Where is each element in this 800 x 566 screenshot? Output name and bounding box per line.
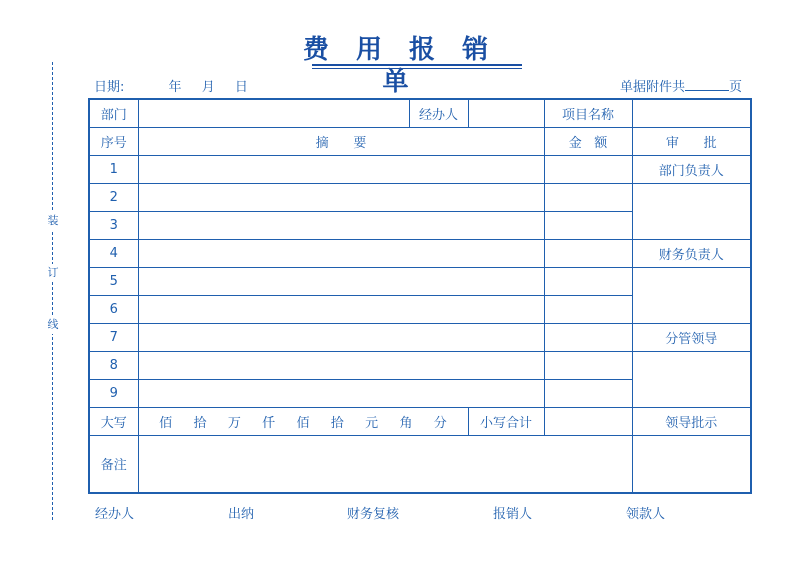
date-label: 日期: (94, 80, 125, 95)
amount-cell[interactable] (544, 379, 632, 407)
amount-cell[interactable] (544, 183, 632, 211)
row-number: 3 (89, 211, 138, 239)
project-field[interactable] (632, 99, 751, 127)
capital-amount-field[interactable] (138, 407, 468, 435)
amount-cell[interactable] (544, 155, 632, 183)
footer-finance-review: 财务复核 (347, 507, 400, 522)
capital-label: 大写 (89, 407, 138, 435)
summary-cell[interactable] (138, 155, 544, 183)
amount-cell[interactable] (544, 267, 632, 295)
row-number: 7 (89, 323, 138, 351)
capital-unit: 拾 (330, 415, 344, 431)
seq-header: 序号 (89, 127, 138, 155)
summary-header: 摘 要 (138, 127, 544, 155)
expense-form-table (88, 98, 752, 494)
row-number: 8 (89, 351, 138, 379)
binding-line (52, 62, 53, 520)
summary-cell[interactable] (138, 351, 544, 379)
summary-cell[interactable] (138, 211, 544, 239)
capital-unit: 元 (365, 415, 379, 431)
amount-cell[interactable] (544, 323, 632, 351)
capital-unit: 仟 (262, 415, 276, 431)
footer-claimant: 报销人 (493, 507, 533, 522)
summary-cell[interactable] (138, 267, 544, 295)
summary-cell[interactable] (138, 295, 544, 323)
amount-cell[interactable] (544, 211, 632, 239)
signature-cell[interactable] (632, 351, 751, 407)
leader-signature-cell[interactable] (632, 435, 751, 493)
row-number: 4 (89, 239, 138, 267)
summary-cell[interactable] (138, 239, 544, 267)
dept-label: 部门 (89, 99, 138, 127)
handler-label: 经办人 (409, 99, 468, 127)
amount-header: 金 额 (544, 127, 632, 155)
amount-cell[interactable] (544, 295, 632, 323)
row-number: 9 (89, 379, 138, 407)
capital-unit: 拾 (193, 415, 207, 431)
lower-total-field[interactable] (544, 407, 632, 435)
form-title: 费 用 报 销 单 (302, 35, 498, 97)
row-number: 2 (89, 183, 138, 211)
capital-unit: 角 (399, 415, 413, 431)
handler-field[interactable] (468, 99, 544, 127)
footer-payee: 领款人 (626, 507, 666, 522)
approver-dept-head: 部门负责人 (632, 155, 751, 183)
day-label: 日 (234, 80, 248, 95)
approver-finance-head: 财务负责人 (632, 239, 751, 267)
remarks-label: 备注 (89, 435, 138, 493)
approver-leader: 领导批示 (632, 407, 751, 435)
lower-total-label: 小写合计 (468, 407, 544, 435)
attachment-count (620, 76, 742, 95)
summary-cell[interactable] (138, 379, 544, 407)
attachment-suffix: 页 (728, 80, 742, 95)
title-underline (312, 64, 522, 66)
title-underline (312, 68, 522, 69)
row-number: 5 (89, 267, 138, 295)
capital-unit: 佰 (296, 415, 310, 431)
capital-unit: 万 (227, 415, 241, 431)
approver-supervisor: 分管领导 (632, 323, 751, 351)
row-number: 1 (89, 155, 138, 183)
year-label: 年 (168, 80, 182, 95)
signature-cell[interactable] (632, 183, 751, 239)
binding-char: 线 (46, 316, 60, 334)
footer-cashier: 出纳 (228, 507, 255, 522)
binding-char: 订 (46, 264, 60, 282)
month-label: 月 (201, 80, 215, 95)
signature-cell[interactable] (632, 267, 751, 323)
dept-field[interactable] (138, 99, 409, 127)
amount-cell[interactable] (544, 239, 632, 267)
summary-cell[interactable] (138, 323, 544, 351)
row-number: 6 (89, 295, 138, 323)
attachment-blank[interactable] (685, 78, 729, 91)
signature-footer (0, 503, 800, 523)
remarks-field[interactable] (138, 435, 632, 493)
project-label: 项目名称 (544, 99, 632, 127)
approve-header: 审 批 (632, 127, 751, 155)
capital-unit: 佰 (159, 415, 173, 431)
date-row (94, 76, 250, 95)
attachment-prefix: 单据附件共 (619, 80, 685, 95)
footer-handler: 经办人 (95, 507, 135, 522)
summary-cell[interactable] (138, 183, 544, 211)
binding-char: 装 (46, 212, 60, 230)
amount-cell[interactable] (544, 351, 632, 379)
capital-unit: 分 (433, 415, 447, 431)
